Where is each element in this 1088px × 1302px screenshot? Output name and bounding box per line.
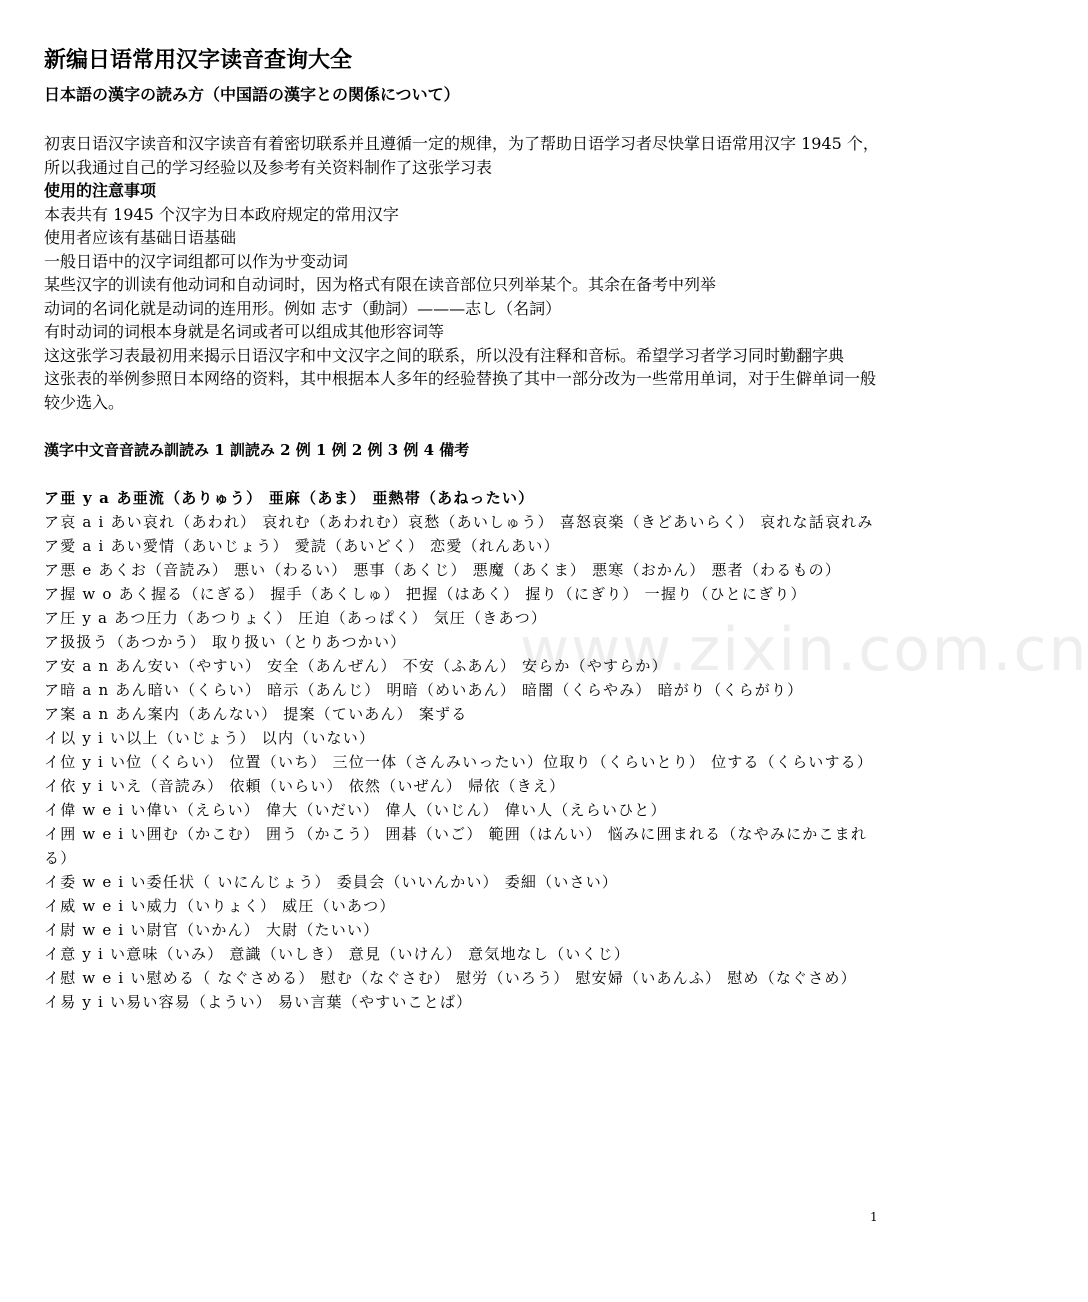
kanji-entry: イ位 y i い位（くらい） 位置（いち） 三位一体（さんみいったい）位取り（くらいとり） 位する（くらいする） [44,753,874,771]
kanji-entries [44,486,890,1014]
kanji-entry: ア暗 a n あん暗い（くらい） 暗示（あんじ） 明暗（めいあん） 暗闇（くらやみ） 暗がり（くらがり） [44,681,804,699]
kanji-entry: ア亜 y a あ亜流（ありゅう） 亜麻（あま） 亜熱帯（あねったい） [44,489,535,507]
kanji-entry: イ慰 w e i い慰める（ なぐさめる） 慰む（なぐさむ） 慰労（いろう） 慰安婦（いあんふ） 慰め（なぐさめ） [44,969,857,987]
note-item: 有时动词的词根本身就是名词或者可以组成其他形容词等 [44,322,445,341]
page-subtitle: 日本語の漢字の読み方（中国語の漢字との関係について） [44,85,460,104]
kanji-entry: ア圧 y a あつ圧力（あつりょく） 圧迫（あっぱく） 気圧（きあつ） [44,609,548,627]
kanji-entry: イ尉 w e i い尉官（いかん） 大尉（たいい） [44,921,380,939]
note-item: 某些汉字的训读有他动词和自动词时，因为格式有限在读音部位只列举某个。其余在备考中列举 [44,275,717,294]
kanji-entry: ア握 w o あく握る（にぎる） 握手（あくしゅ） 把握（はあく） 握り（にぎり） 一握り（ひとにぎり） [44,585,807,603]
kanji-entry: イ依 y i いえ（音読み） 依頼（いらい） 依然（いぜん） 帰依（きえ） [44,777,566,795]
notes-list [44,203,890,415]
kanji-entry: ア哀 a i あい哀れ（あわれ） 哀れむ（あわれむ）哀愁（あいしゅう） 喜怒哀楽（きどあいらく） 哀れな話哀れみ [44,513,874,531]
kanji-entry: ア扱扱う（あつかう） 取り扱い（とりあつかい） [44,633,407,651]
note-item: 一般日语中的汉字词组都可以作为サ变动词 [44,251,349,271]
kanji-entry: イ偉 w e i い偉い（えらい） 偉大（いだい） 偉人（いじん） 偉い人（えらいひと） [44,801,667,819]
kanji-entry: イ以 y i い以上（いじょう） 以内（いない） [44,729,376,747]
kanji-entry: ア愛 a i あい愛情（あいじょう） 愛読（あいどく） 恋愛（れんあい） [44,537,560,555]
kanji-entry: ア案 a n あん案内（あんない） 提案（ていあん） 案ずる [44,705,468,723]
watermark: www.zixin.com.cn [520,615,1088,685]
kanji-entry: イ意 y i い意味（いみ） 意識（いしき） 意見（いけん） 意気地なし（いくじ） [44,945,631,963]
kanji-entry: イ易 y i い易い容易（ようい） 易い言葉（やすいことば） [44,993,473,1011]
notes-heading: 使用的注意事项 [44,181,157,200]
intro-paragraph: 初衷日语汉字读音和汉字读音有着密切联系并且遵循一定的规律，为了帮助日语学习者尽快掌日语常用汉字 1945 个，所以我通过自己的学习经验以及参考有关资料制作了这张学习表 [44,134,879,177]
note-item: 动词的名词化就是动词的连用形。例如 志す（動詞）———志し（名詞） [44,298,562,318]
kanji-entry: イ囲 w e i い囲む（かこむ） 囲う（かこう） 囲碁（いご） 範囲（はんい） 悩みに囲まれる（なやみにかこまれる） [44,825,868,867]
note-item: 本表共有 1945 个汉字为日本政府规定的常用汉字 [44,204,399,224]
note-item: 这这张学习表最初用来揭示日语汉字和中文汉字之间的联系，所以没有注释和音标。希望学习者学习同时勤翻字典 [44,345,845,365]
note-item: 使用者应该有基础日语基础 [44,228,237,247]
kanji-entry: イ威 w e i い威力（いりょく） 威圧（いあつ） [44,897,396,915]
page-title: 新编日语常用汉字读音查询大全 [44,48,353,73]
kanji-entry: ア悪 e あくお（音読み） 悪い（わるい） 悪事（あくじ） 悪魔（あくま） 悪寒（おかん） 悪者（わるもの） [44,561,842,579]
kanji-entry: ア安 a n あん安い（やすい） 安全（あんぜん） 不安（ふあん） 安らか（やすらか） [44,657,668,675]
document-page [44,44,890,1014]
table-header: 漢字中文音音読み訓読み 1 訓読み 2 例 1 例 2 例 3 例 4 備考 [44,441,470,459]
kanji-entry: イ委 w e i い委任状（ いにんじょう） 委員会（いいんかい） 委細（いさい） [44,873,619,891]
page-number: 1 [870,1210,878,1224]
note-item: 这张表的举例参照日本网络的资料，其中根据本人多年的经验替换了其中一部分改为一些常用单词，对于生僻单词一般较少选入。 [44,369,877,412]
